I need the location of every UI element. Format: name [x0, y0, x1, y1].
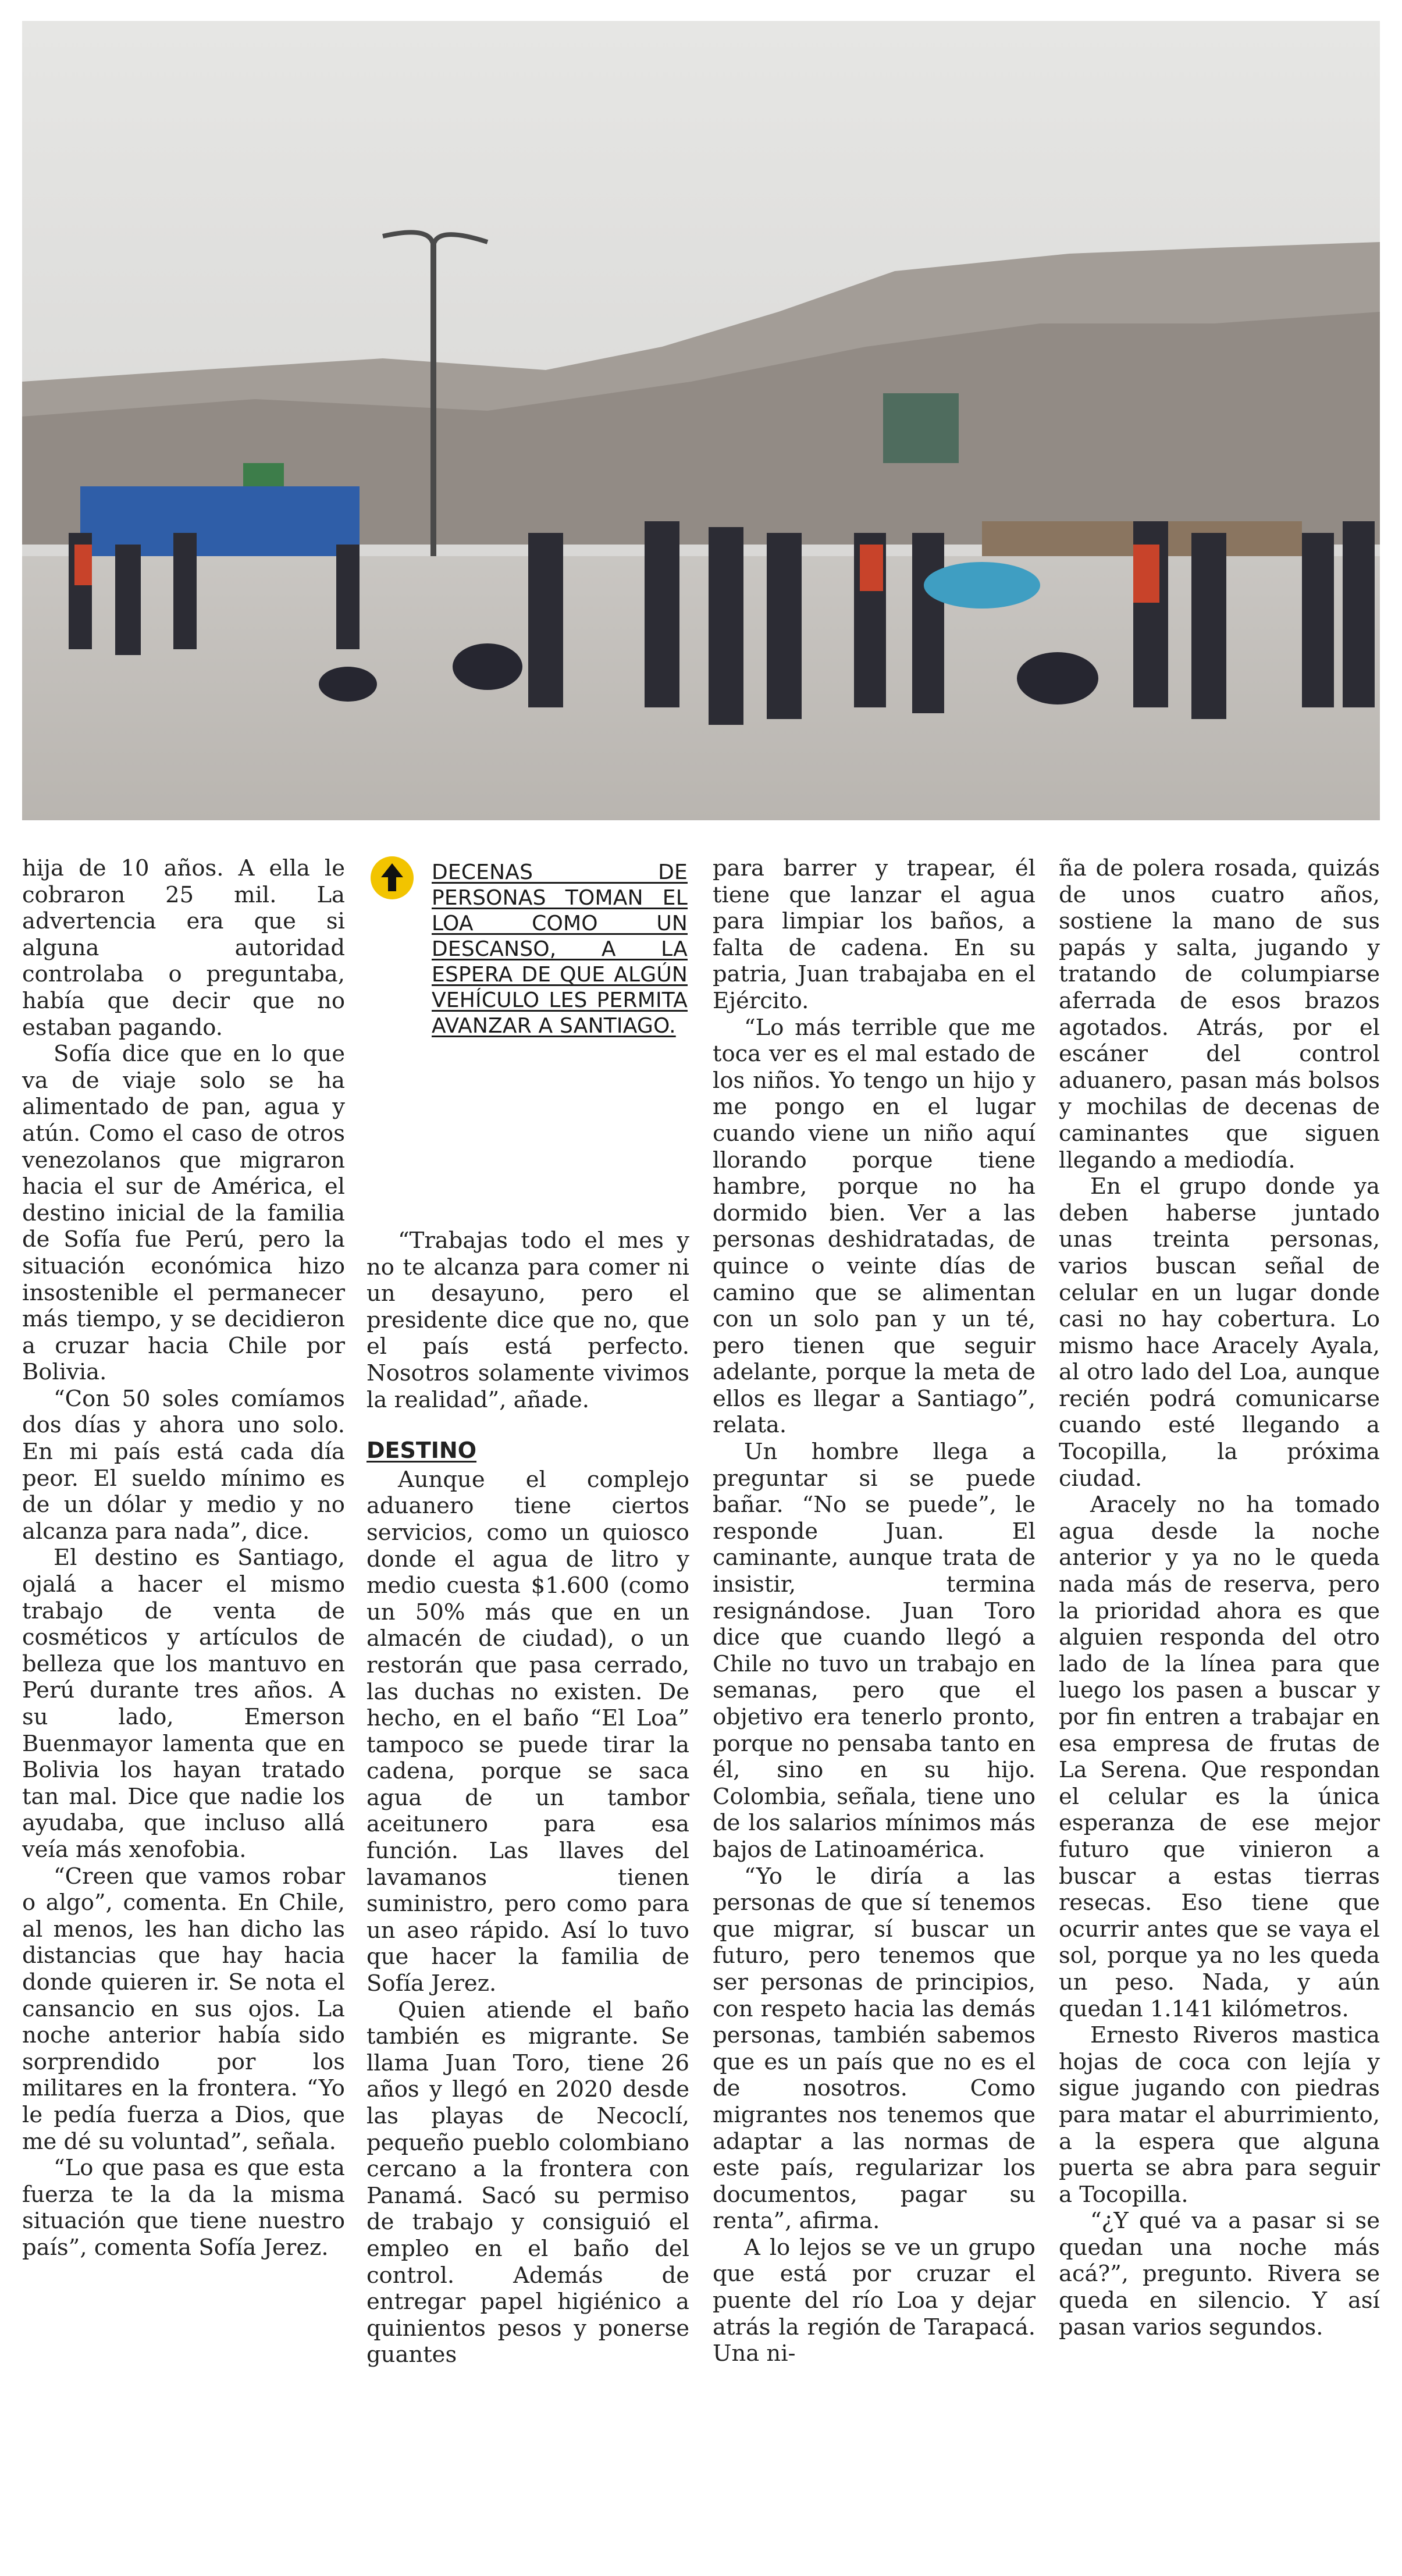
paragraph: hija de 10 años. A ella le cobraron 25 mil. La advertencia era que si alguna autoridad controlaba o preguntaba, había que decir que no estaban pagando.: [22, 855, 345, 1041]
paragraph: “Creen que vamos robar o algo”, comenta. En Chile, al menos, les han dicho las distancias que hay hacia donde quieren ir. Se nota el cansancio en sus ojos. La noche anterior había sido sorprendido por los militares en la frontera. “Yo le pedía fuerza a Dios, que me dé su voluntad”, señala.: [22, 1863, 345, 2155]
paragraph: “¿Y qué va a pasar si se quedan una noche más acá?”, pregunto. Rivera se queda en silencio. Y así pasan varios segundos.: [1059, 2208, 1380, 2340]
paragraph: “Yo le diría a las personas de que sí tenemos que migrar, sí buscar un futuro, pero tenemos que ser personas de principios, con respeto hacia las demás personas, también sabemos que es un país que no es el de nosotros. Como migrantes nos tenemos que adaptar a las normas de este país, regularizar los documentos, pagar su renta”, afirma.: [713, 1863, 1036, 2235]
paragraph: para barrer y trapear, él tiene que lanzar el agua para limpiar los baños, a falta de cadena. En su patria, Juan trabajaba en el Ejército.: [713, 855, 1036, 1014]
paragraph: “Lo que pasa es que esta fuerza te la da la misma situación que tiene nuestro país”, comenta Sofía Jerez.: [22, 2155, 345, 2261]
paragraph: Un hombre llega a preguntar si se puede bañar. “No se puede”, le responde Juan. El caminante, aunque trata de insistir, termina resignándose. Juan Toro dice que cuando llegó a Chile no tuvo un trabajo en semanas, pero que el objetivo era tenerlo pronto, porque no pensaba tanto en él, sino en su hijo. Colombia, señala, tiene uno de los salarios mínimos más bajos de Latinoamérica.: [713, 1439, 1036, 1863]
paragraph: Ernesto Riveros mastica hojas de coca con lejía y sigue jugando con piedras para matar el aburrimiento, a la espera que alguna puerta se abra para seguir a Tocopilla.: [1059, 2022, 1380, 2208]
paragraph: Aunque el complejo aduanero tiene ciertos servicios, como un quiosco donde el agua de litro y medio cuesta $1.600 (como un 50% más que en un almacén de ciudad), o un restorán que pasa cerrado, las duchas no existen. De hecho, en el baño “El Loa” tampoco se puede tirar la cadena, porque se saca agua de un tambor aceitunero para esa función. Las llaves del lavamanos tienen suministro, pero como para un aseo rápido. Así lo tuvo que hacer la familia de Sofía Jerez.: [366, 1466, 689, 1997]
article-column-1: [22, 855, 345, 2261]
paragraph: Quien atiende el baño también es migrante. Se llama Juan Toro, tiene 26 años y llegó en 2020 desde las playas de Necoclí, pequeño pueblo colombiano cercano a la frontera con Panamá. Sacó su permiso de trabajo y consiguió el empleo en el baño del control. Además de entregar papel higiénico a quinientos pesos y ponerse guantes: [366, 1997, 689, 2368]
paragraph: “Con 50 soles comíamos dos días y ahora uno solo. En mi país está cada día peor. El sueldo mínimo es de un dólar y medio y no alcanza para nada”, dice.: [22, 1385, 345, 1545]
article-column-3: [713, 855, 1036, 2367]
paragraph: El destino es Santiago, ojalá a hacer el mismo trabajo de venta de cosméticos y artículos de belleza que los mantuvo en Perú durante tres años. A su lado, Emerson Buenmayor lamenta que en Bolivia los hayan tratado tan mal. Dice que nadie los ayudaba, que incluso allá veía más xenofobia.: [22, 1545, 345, 1863]
paragraph: Aracely no ha tomado agua desde la noche anterior y ya no le queda nada más de reserva, pero la prioridad ahora es que alguien responda del otro lado de la línea para que luego los pasen a buscar y por fin entren a trabajar en esa empresa de frutas de La Serena. Que respondan el celular es la única esperanza de ese mejor futuro que vinieron a buscar a estas tierras resecas. Eso tiene que ocurrir antes que se vaya el sol, porque ya no les queda un peso. Nada, y aún quedan 1.141 kilómetros.: [1059, 1492, 1380, 2022]
caption-text: DECENAS DE PERSONAS TOMAN EL LOA COMO UN DESCANSO, A LA ESPERA DE QUE ALGÚN VEHÍCULO LES PERMITA AVANZAR A SANTIAGO.: [432, 860, 688, 1038]
paragraph: “Lo más terrible que me toca ver es el mal estado de los niños. Yo tengo un hijo y me pongo en el lugar cuando viene un niño aquí llorando porque tiene hambre, porque no ha dormido bien. Ver a las personas deshidratadas, de quince o veinte días de camino que se alimentan con un solo pan y un té, pero tienen que seguir adelante, porque la meta de ellos es llegar a Santiago”, relata.: [713, 1014, 1036, 1439]
paragraph: “Trabajas todo el mes y no te alcanza para comer ni un desayuno, pero el presidente dice que no, que el país está perfecto. Nosotros solamente vivimos la realidad”, añade.: [366, 1227, 689, 1413]
paragraph: En el grupo donde ya deben haberse juntado unas treinta personas, varios buscan señal de celular en un lugar donde casi no hay cobertura. Lo mismo hace Aracely Ayala, al otro lado del Loa, aunque recién podrá comunicarse cuando esté llegando a Tocopilla, la próxima ciudad.: [1059, 1173, 1380, 1492]
arrow-up-icon: [369, 855, 415, 901]
article-column-4: [1059, 855, 1380, 2340]
article-column-2: [366, 855, 689, 2368]
section-subhead: DESTINO: [366, 1438, 477, 1464]
news-photo: [22, 21, 1380, 820]
paragraph: ña de polera rosada, quizás de unos cuatro años, sostiene la mano de sus papás y salta, jugando y tratando de columpiarse aferrada de esos brazos agotados. Atrás, por el escáner del control aduanero, pasan más bolsos y mochilas de decenas de caminantes que siguen llegando a mediodía.: [1059, 855, 1380, 1173]
photo-caption: [366, 855, 689, 1227]
border-crossing-photo: [22, 21, 1380, 820]
paragraph: Sofía dice que en lo que va de viaje solo se ha alimentado de pan, agua y atún. Como el caso de otros venezolanos que migraron hacia el sur de América, el destino inicial de la familia de Sofía fue Perú, pero la situación económica hizo insostenible el permanecer más tiempo, y se decidieron a cruzar hacia Chile por Bolivia.: [22, 1041, 345, 1386]
paragraph: A lo lejos se ve un grupo que está por cruzar el puente del río Loa y dejar atrás la región de Tarapacá. Una ni-: [713, 2234, 1036, 2367]
